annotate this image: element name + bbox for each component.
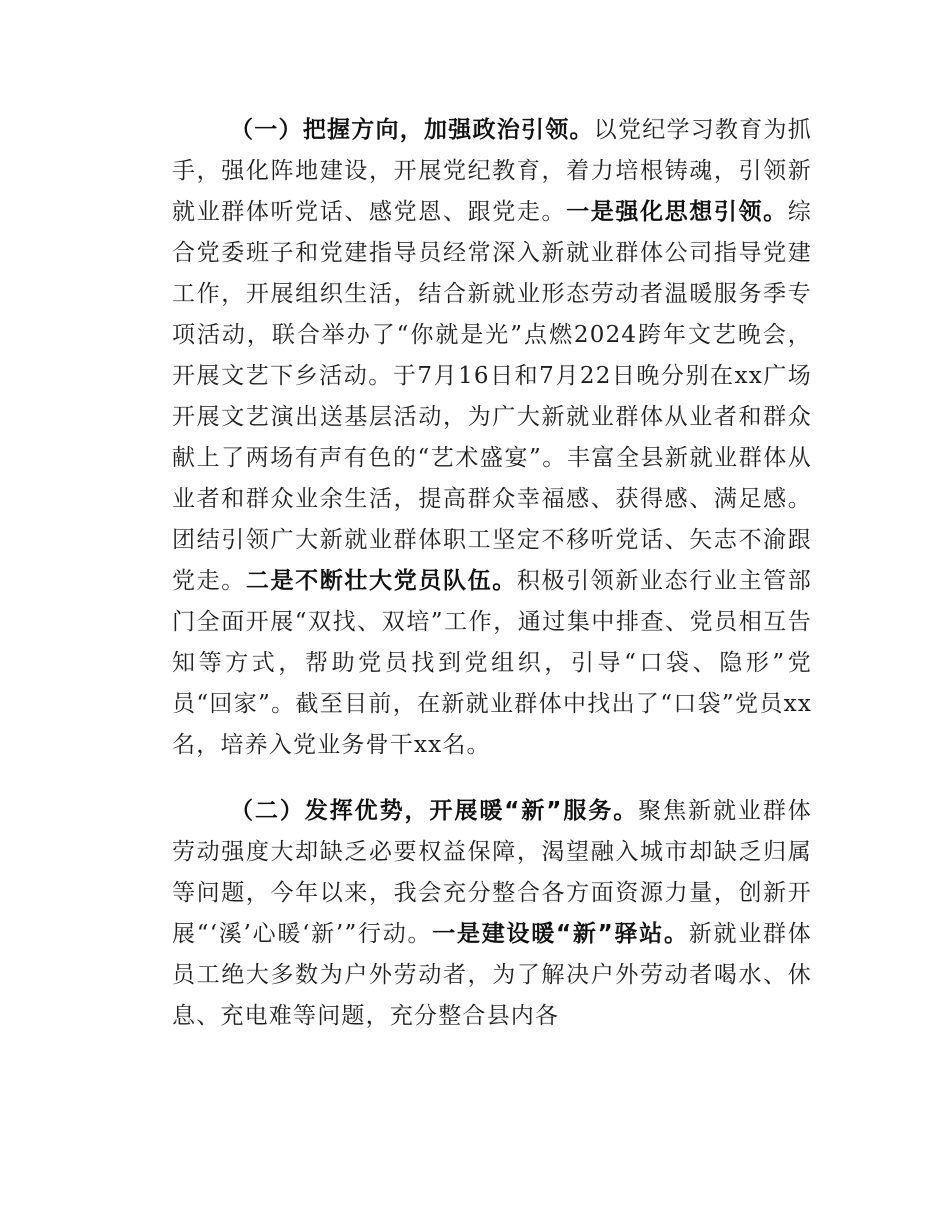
subpoint-heading: 一是建设暖“新”驿站。	[432, 921, 689, 947]
section-heading-1: （一）把握方向，加强政治引领。	[230, 117, 594, 143]
body-text: 以党纪学习教育为抓手，强化阵地建设，开展党纪教育，着力培根铸魂，引领新就业群体听党话、感党恩、跟党走。	[172, 117, 812, 225]
document-page	[172, 110, 812, 1037]
body-text: 积极引领新业态行业主管部门全面开展“双找、双培”工作，通过集中排查、党员相互告知等方式，帮助党员找到党组织，引导“口袋、隐形”党员“回家”。截至目前，在新就业群体中找出了“口袋”党员xx名，培养入党业务骨干xx名。	[172, 568, 813, 758]
subpoint-heading: 一是强化思想引领。	[566, 199, 788, 225]
paragraph-2	[172, 791, 812, 1037]
body-text: 综合党委班子和党建指导员经常深入新就业群体公司指导党建工作，开展组织生活，结合新就业形态劳动者温暖服务季专项活动，联合举办了“你就是光”点燃2024跨年文艺晚会，开展文艺下乡活动。于7月16日和7月22日晚分别在xx广场开展文艺演出送基层活动，为广大新就业群体从业者和群众献上了两场有声有色的“艺术盛宴”。丰富全县新就业群体从业者和群众业余生活，提高群众幸福感、获得感、满足感。团结引领广大新就业群体职工坚定不移听党话、矢志不渝跟党走。	[172, 199, 812, 594]
body-text: 聚焦新就业群体劳动强度大却缺乏必要权益保障，渴望融入城市却缺乏归属等问题，今年以来，我会充分整合各方面资源力量，创新开展“‘溪’心暖‘新’”行动。	[172, 798, 812, 947]
body-text: 新就业群体员工绝大多数为户外劳动者，为了解决户外劳动者喝水、休息、充电难等问题，充分整合县内各	[172, 921, 813, 1029]
paragraph-1	[172, 110, 812, 766]
subpoint-heading: 二是不断壮大党员队伍。	[245, 568, 517, 594]
section-heading-2: （二）发挥优势，开展暖“新”服务。	[230, 798, 639, 824]
